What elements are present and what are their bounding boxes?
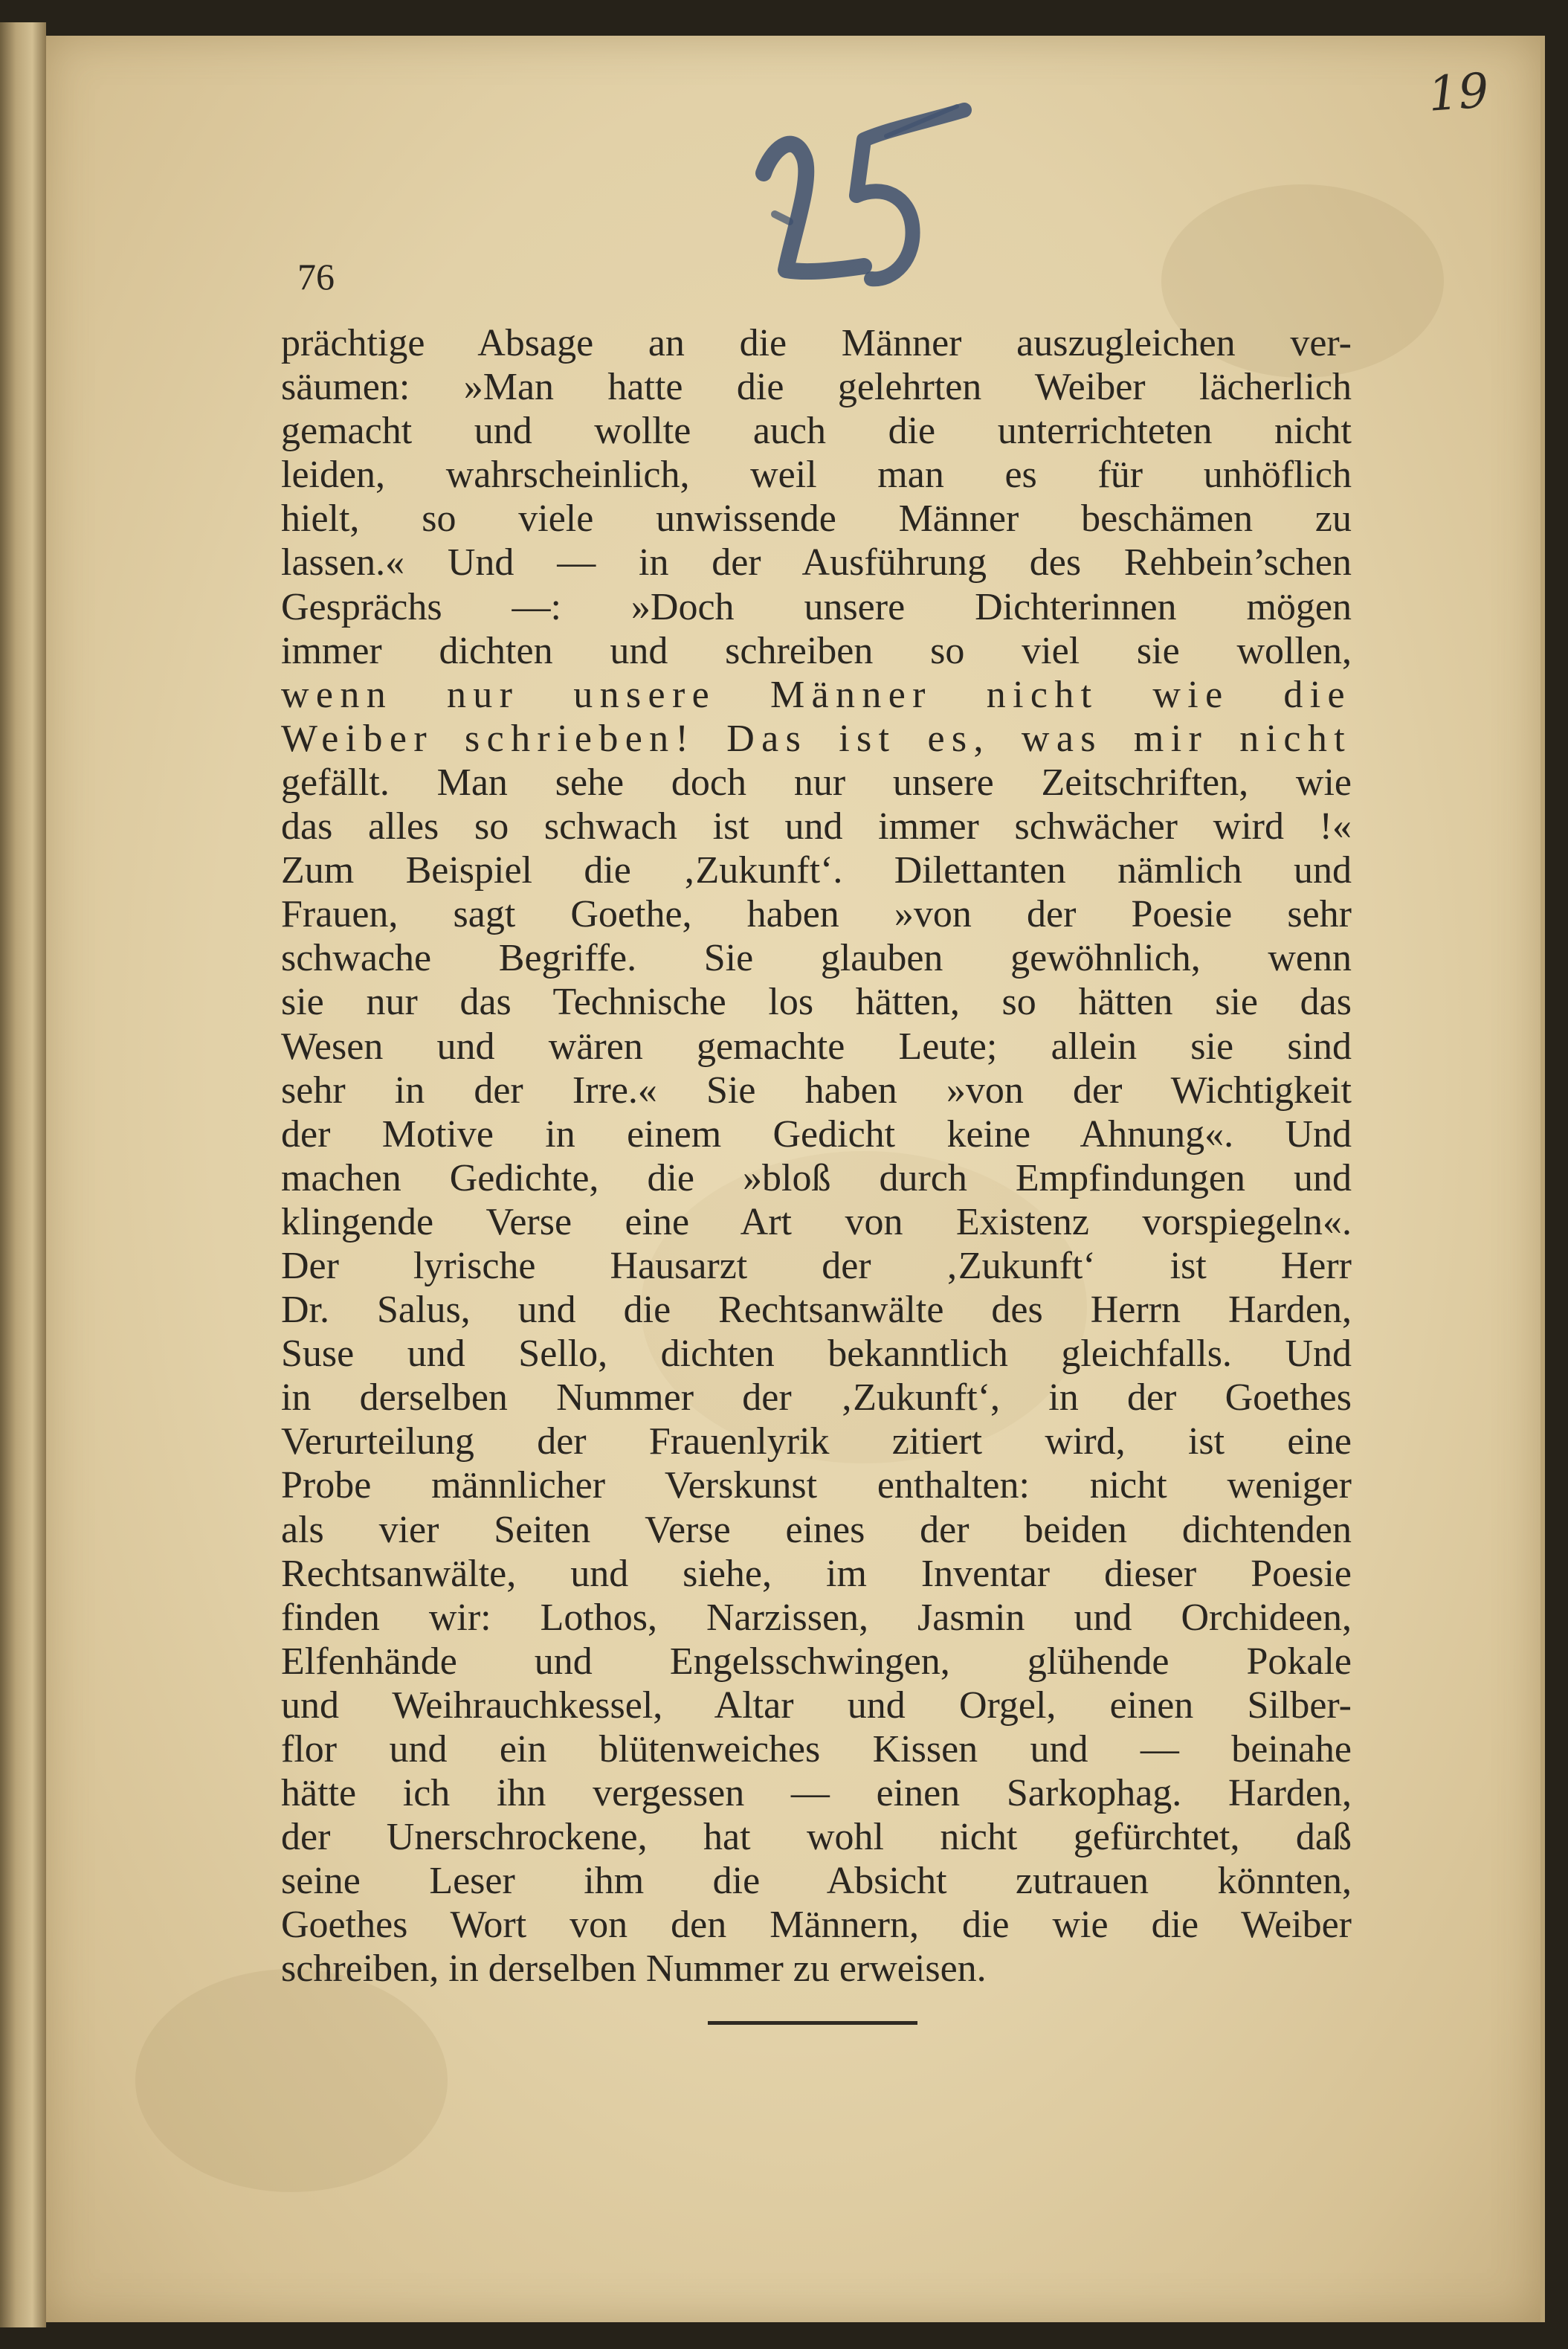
handwritten-pencil-number <box>734 84 979 300</box>
text-line-spaced: Weiber schrieben! Das ist es, was mir nicht <box>281 717 1352 760</box>
text-line: Rechtsanwälte, und siehe, im Inventar dieser Poesie <box>281 1552 1352 1595</box>
text-line: der Motive in einem Gedicht keine Ahnung«. Und <box>281 1112 1352 1156</box>
text-line: lassen.« Und — in der Ausführung des Rehbein’schen <box>281 541 1352 584</box>
text-line: gemacht und wollte auch die unterrichteten nicht <box>281 410 1352 453</box>
text-line: Probe männlicher Verskunst enthalten: nicht weniger <box>281 1464 1352 1507</box>
text-line: flor und ein blütenweiches Kissen und — beinahe <box>281 1728 1352 1770</box>
text-line: klingende Verse eine Art von Existenz vorspiegeln«. <box>281 1200 1352 1243</box>
text-line: sehr in der Irre.« Sie haben »von der Wichtigkeit <box>281 1069 1352 1112</box>
text-line: leiden, wahrscheinlich, weil man es für unhöflich <box>281 454 1352 497</box>
folio-number: 19 <box>1426 63 1491 123</box>
text-line: als vier Seiten Verse eines der beiden dichtenden <box>281 1508 1352 1551</box>
text-line: machen Gedichte, die »bloß durch Empfindungen und <box>281 1156 1352 1199</box>
text-line: schwache Begriffe. Sie glauben gewöhnlich, wenn <box>281 937 1352 980</box>
body-text <box>281 321 1352 1991</box>
text-line-spaced: wenn nur unsere Männer nicht wie die <box>281 673 1352 716</box>
text-line: in derselben Nummer der ‚Zukunft‘, in der Goethes <box>281 1376 1352 1420</box>
text-line: seine Leser ihm die Absicht zutrauen könnten, <box>281 1860 1352 1903</box>
text-line: Der lyrische Hausarzt der ‚Zukunft‘ ist Herr <box>281 1244 1352 1287</box>
text-line: sie nur das Technische los hätten, so hätten sie das <box>281 981 1352 1024</box>
text-line: Goethes Wort von den Männern, die wie die Weiber <box>281 1904 1352 1947</box>
text-line: gefällt. Man sehe doch nur unsere Zeitschriften, wie <box>281 761 1352 804</box>
text-line: hätte ich ihn vergessen — einen Sarkophag. Harden, <box>281 1772 1352 1815</box>
text-line: immer dichten und schreiben so viel sie wollen, <box>281 629 1352 672</box>
book-spine <box>0 22 46 2327</box>
text-line: Gesprächs —: »Doch unsere Dichterinnen mögen <box>281 585 1352 628</box>
text-line: Suse und Sello, dichten bekanntlich gleichfalls. Und <box>281 1333 1352 1376</box>
text-line: prächtige Absage an die Männer auszugleichen ver- <box>281 322 1352 364</box>
text-line: und Weihrauchkessel, Altar und Orgel, einen Silber- <box>281 1683 1352 1727</box>
text-line: Elfenhände und Engelsschwingen, glühende Pokale <box>281 1640 1352 1683</box>
text-line: Verurteilung der Frauenlyrik zitiert wird, ist eine <box>281 1420 1352 1463</box>
text-line: Zum Beispiel die ‚Zukunft‘. Dilettanten nämlich und <box>281 849 1352 892</box>
text-line: das alles so schwach ist und immer schwächer wird !« <box>281 805 1352 848</box>
paper-stain <box>135 1969 448 2192</box>
text-line: der Unerschrockene, hat wohl nicht gefürchtet, daß <box>281 1816 1352 1859</box>
text-line: Frauen, sagt Goethe, haben »von der Poesie sehr <box>281 893 1352 936</box>
text-line: Dr. Salus, und die Rechtsanwälte des Herrn Harden, <box>281 1289 1352 1332</box>
text-line: hielt, so viele unwissende Männer beschämen zu <box>281 497 1352 541</box>
end-rule-divider <box>708 2021 917 2025</box>
text-line: finden wir: Lothos, Narzissen, Jasmin und Orchideen, <box>281 1596 1352 1639</box>
page-number: 76 <box>297 256 335 297</box>
text-line-last: schreiben, in derselben Nummer zu erweisen. <box>281 1947 987 1991</box>
text-line: säumen: »Man hatte die gelehrten Weiber lächerlich <box>281 366 1352 409</box>
text-line: Wesen und wären gemachte Leute; allein sie sind <box>281 1025 1352 1068</box>
